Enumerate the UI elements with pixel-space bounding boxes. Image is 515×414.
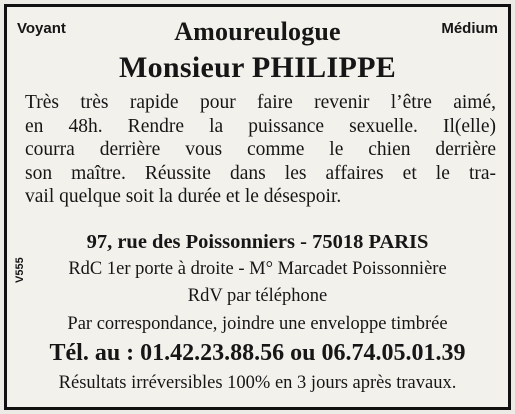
results-note: Résultats irréversibles 100% en 3 jours après travaux. <box>58 373 457 393</box>
medium-label: Médium <box>441 20 498 37</box>
body-line: son maître. Réussite dans les affaires et le tra- <box>25 162 496 184</box>
body-line: Très très rapide pour faire revenir l’être aimé, <box>25 92 496 113</box>
body-line: vail quelque soit la durée et le désespoir. <box>25 186 342 208</box>
ad-body <box>25 91 496 209</box>
classified-ad <box>4 4 511 410</box>
side-code: V555 <box>14 257 26 283</box>
address: 97, rue des Poissonniers - 75018 PARIS <box>86 231 429 253</box>
ad-title: Amoureulogue <box>174 17 341 46</box>
correspondence-info: Par correspondance, joindre une enveloppe timbrée <box>67 314 448 334</box>
phone-numbers: Tél. au : 01.42.23.88.56 ou 06.74.05.01.39 <box>49 340 466 366</box>
ad-name: Monsieur PHILIPPE <box>118 51 397 84</box>
body-line: courra derrière vous comme le chien derrière <box>25 139 496 161</box>
voyant-label: Voyant <box>17 20 66 37</box>
appointment-info: RdV par téléphone <box>187 286 328 306</box>
access-info: RdC 1er porte à droite - M° Marcadet Poissonnière <box>68 259 447 279</box>
body-line: en 48h. Rendre la puissance sexuelle. Il(elle) <box>25 115 496 137</box>
